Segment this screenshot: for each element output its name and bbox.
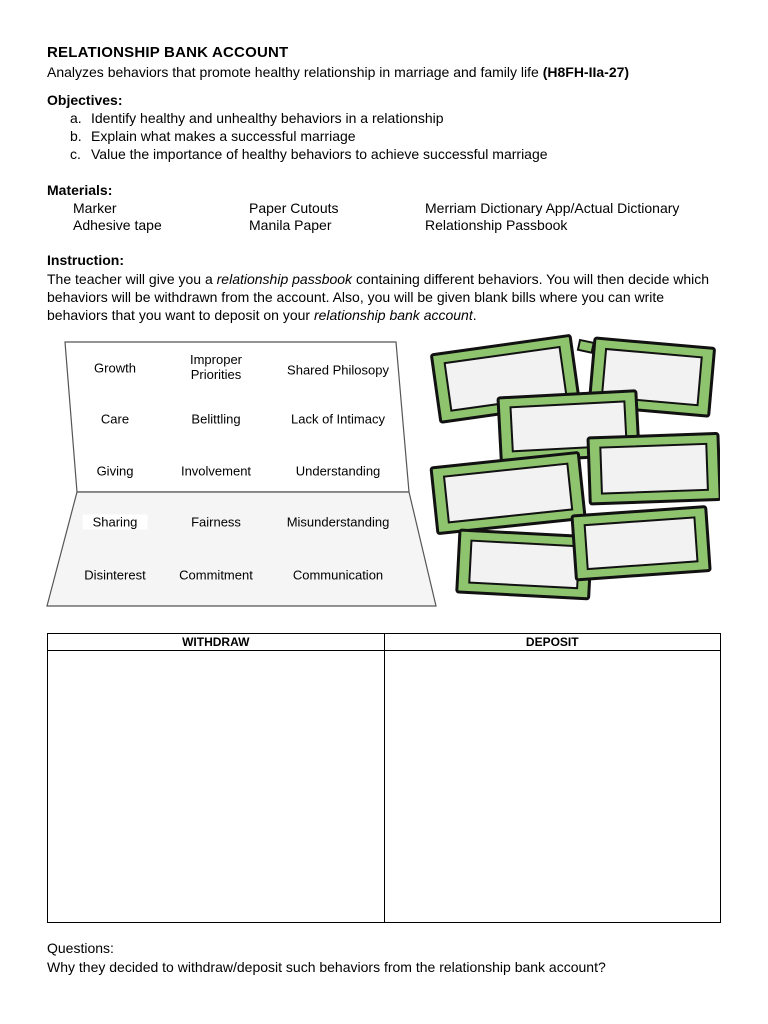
material-item: Adhesive tape [73,217,162,233]
passbook-cell: Understanding [295,463,381,479]
instruction-emphasis: relationship passbook [216,271,353,287]
blank-bill-space [600,444,708,494]
material-item: Marker [73,200,117,216]
passbook-cell: Belittling [191,411,241,427]
questions-heading: Questions: [47,940,114,956]
passbook-cell: Involvement [180,463,252,479]
objectives-heading: Objectives: [47,92,123,108]
page-title: RELATIONSHIP BANK ACCOUNT [47,44,289,61]
competency-code: (H8FH-IIa-27) [542,64,630,80]
objective-text: Value the importance of healthy behaviors to achieve successful marriage [91,146,548,162]
blank-bill-space [469,541,579,589]
materials-heading: Materials: [47,182,113,198]
passbook-cell: Misunderstanding [286,514,390,530]
passbook-cell: Communication [292,567,384,583]
passbook-cell: Fairness [191,514,241,530]
blank-bill-space [585,517,698,569]
blank-bill [431,452,585,533]
question-text: Why they decided to withdraw/deposit such behaviors from the relationship bank account? [47,959,606,975]
material-item: Manila Paper [249,217,332,233]
blank-bills-illustration [420,330,720,610]
objective-letter: b. [70,128,82,144]
passbook-cell: Commitment [179,567,253,583]
objective-letter: c. [70,146,81,162]
material-item: Relationship Passbook [425,217,568,233]
blank-bill-corner [578,340,594,353]
passbook-cell: Improper Priorities [189,352,243,382]
subtitle-text: Analyzes behaviors that promote healthy relationship in marriage and family life [47,64,539,80]
material-item: Merriam Dictionary App/Actual Dictionary [425,200,680,216]
deposit-column[interactable] [384,651,721,923]
passbook-cell: Disinterest [84,567,146,583]
blank-bill [572,507,710,580]
blank-bill [578,340,594,353]
blank-bill [457,530,592,599]
objective-text: Explain what makes a successful marriage [91,128,356,144]
instruction-part: . [472,307,477,323]
passbook-cell: Giving [96,463,134,479]
objective-letter: a. [70,110,82,126]
instruction-heading: Instruction: [47,252,124,268]
deposit-header: DEPOSIT [384,634,721,651]
withdraw-column[interactable] [48,651,385,923]
passbook-cell: Care [100,411,130,427]
passbook-cell: Growth [94,360,136,376]
passbook-cell: Shared Philosopy [287,362,389,378]
blank-bill [588,433,720,503]
passbook-cell: Sharing [83,515,148,530]
instruction-part: The teacher will give you a [47,271,217,287]
withdraw-header: WITHDRAW [48,634,385,651]
passbook-bottom-page [47,492,436,606]
instruction-part: containing different behaviors. You will then decide which behaviors will be withdrawn from the account. Also, you will be given blank bills where you can write behaviors that you want to deposit on your [47,271,710,323]
objective-text: Identify healthy and unhealthy behaviors in a relationship [91,110,444,126]
material-item: Paper Cutouts [249,200,339,216]
withdraw-deposit-table [47,633,721,923]
instruction-emphasis: relationship bank account [313,307,473,323]
passbook-cell: Lack of Intimacy [291,411,385,427]
